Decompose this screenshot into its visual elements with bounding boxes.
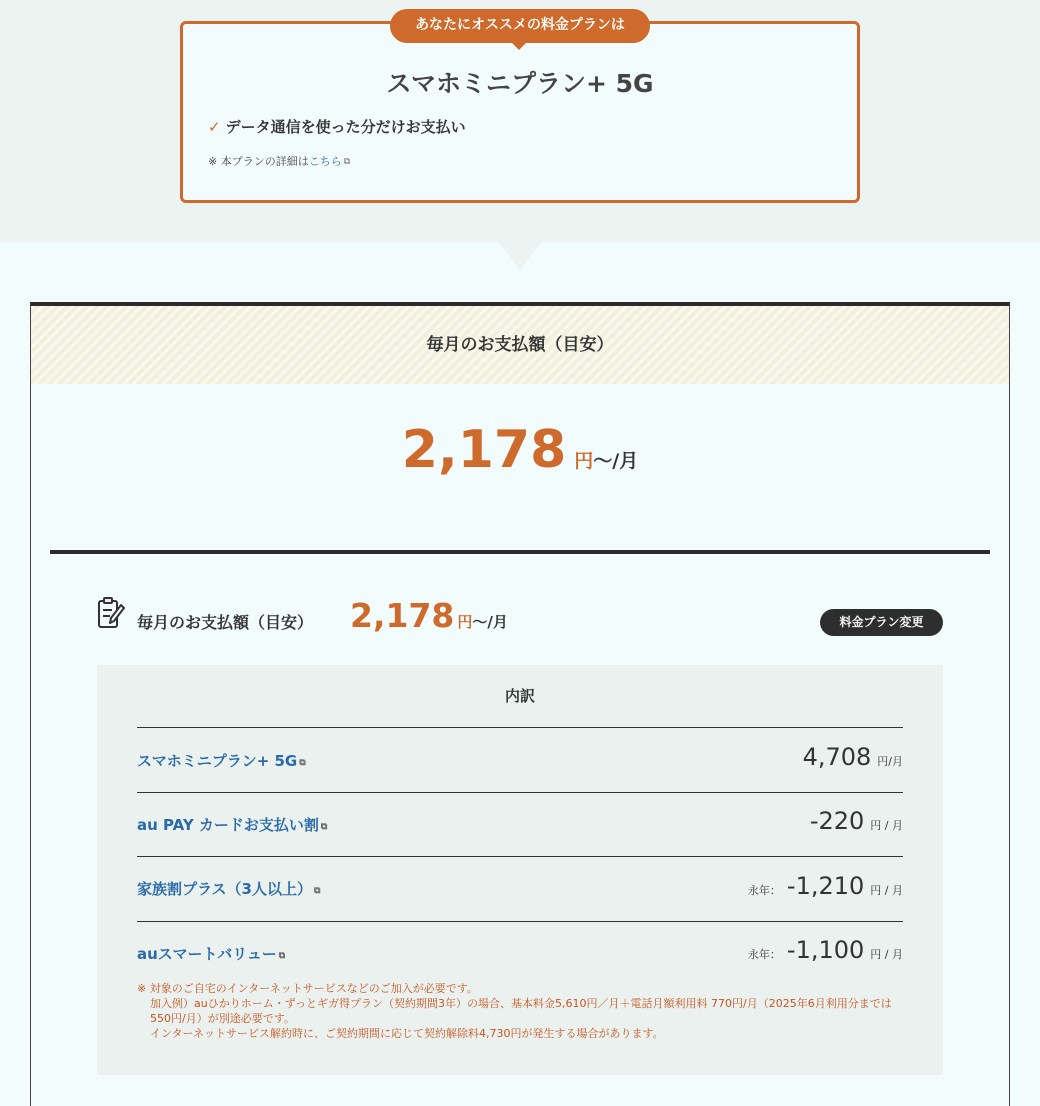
breakdown-item-price bbox=[748, 872, 903, 900]
row-divider bbox=[137, 921, 903, 922]
breakdown-item-price bbox=[748, 936, 903, 964]
breakdown-item-unit: 円 / 月 bbox=[870, 819, 903, 832]
breakdown-title: 内訳 bbox=[504, 687, 535, 705]
clipboard-pen-icon bbox=[97, 596, 125, 630]
breakdown-item-value: 4,708 bbox=[802, 743, 872, 771]
summary-amount-number: 2,178 bbox=[350, 596, 455, 635]
check-icon: ✓ bbox=[208, 118, 221, 136]
row-divider bbox=[137, 727, 903, 728]
breakdown-box bbox=[97, 665, 943, 1075]
plan-detail-note-prefix: ※ 本プランの詳細は bbox=[208, 155, 309, 168]
plan-feature bbox=[208, 116, 466, 137]
smart-value-footnote bbox=[137, 981, 907, 1041]
change-plan-button[interactable]: 料金プラン変更 bbox=[820, 609, 943, 636]
breakdown-item-unit: 円 / 月 bbox=[870, 948, 903, 961]
summary-amount bbox=[350, 596, 508, 635]
breakdown-item-prefix: 永年： bbox=[747, 948, 781, 961]
breakdown-item-price bbox=[810, 807, 903, 835]
section-divider bbox=[50, 550, 990, 554]
plan-feature-text: データ通信を使った分だけお支払い bbox=[225, 118, 466, 136]
external-link-icon: ⧉ bbox=[314, 886, 321, 896]
breakdown-item-link[interactable]: スマホミニプラン+ 5G bbox=[137, 752, 298, 770]
recommendation-tag: あなたにオススメの料金プランは bbox=[390, 9, 650, 43]
row-divider bbox=[137, 792, 903, 793]
summary-amount-yen: 円 bbox=[457, 613, 473, 631]
breakdown-item-value: -1,210 bbox=[786, 872, 865, 900]
recommendation-tag-arrow bbox=[511, 42, 527, 50]
breakdown-item-name[interactable] bbox=[137, 750, 306, 771]
recommended-plan-name: スマホミニプラン+ 5G bbox=[386, 69, 654, 98]
external-link-icon: ⧉ bbox=[299, 758, 306, 768]
footnote-line: 加入例）auひかりホーム・ずっとギガ得プラン（契約期間3年）の場合、基本料金5,610円／月＋電話月額利用料 770円/月（2025年6月利用分までは bbox=[150, 997, 892, 1010]
breakdown-item-value: -220 bbox=[809, 807, 865, 835]
footnote-line: ※ 対象のご自宅のインターネットサービスなどのご加入が必要です。 bbox=[137, 982, 478, 995]
breakdown-item-unit: 円/月 bbox=[877, 755, 903, 768]
monthly-total-yen: 円 bbox=[574, 450, 594, 472]
plan-detail-link[interactable]: こちら bbox=[308, 155, 342, 168]
footnote-line: インターネットサービス解約時に、ご契約期間に応じて契約解除料4,730円が発生する場合があります。 bbox=[150, 1027, 664, 1040]
external-link-icon: ⧉ bbox=[278, 951, 286, 961]
external-link-icon: ⧉ bbox=[343, 157, 351, 167]
summary-label: 毎月のお支払額（目安） bbox=[137, 613, 314, 632]
monthly-payment-header: 毎月のお支払額（目安） bbox=[31, 306, 1009, 384]
plan-detail-note bbox=[208, 153, 350, 169]
monthly-total-per: 〜/月 bbox=[593, 450, 639, 472]
monthly-total bbox=[0, 420, 1040, 480]
breakdown-item-name[interactable] bbox=[137, 814, 327, 835]
breakdown-item-link[interactable]: au PAY カードお支払い割 bbox=[137, 816, 319, 834]
breakdown-item-value: -1,100 bbox=[786, 936, 865, 964]
breakdown-item-name[interactable] bbox=[137, 943, 285, 964]
summary-amount-per: 〜/月 bbox=[472, 613, 508, 631]
breakdown-item-link[interactable]: auスマートバリュー bbox=[137, 945, 277, 963]
breakdown-item-prefix: 永年： bbox=[747, 884, 781, 897]
row-divider bbox=[137, 856, 903, 857]
breakdown-item-unit: 円 / 月 bbox=[870, 884, 903, 897]
footnote-line: 550円/月）が別途必要です。 bbox=[150, 1012, 295, 1025]
breakdown-item-name[interactable] bbox=[137, 878, 320, 899]
external-link-icon: ⧉ bbox=[320, 822, 328, 832]
breakdown-item-link[interactable]: 家族割プラス（3人以上） bbox=[137, 880, 312, 898]
breakdown-item-price bbox=[803, 743, 903, 771]
band-pointer-arrow bbox=[497, 241, 543, 270]
monthly-total-amount: 2,178 bbox=[401, 420, 567, 480]
